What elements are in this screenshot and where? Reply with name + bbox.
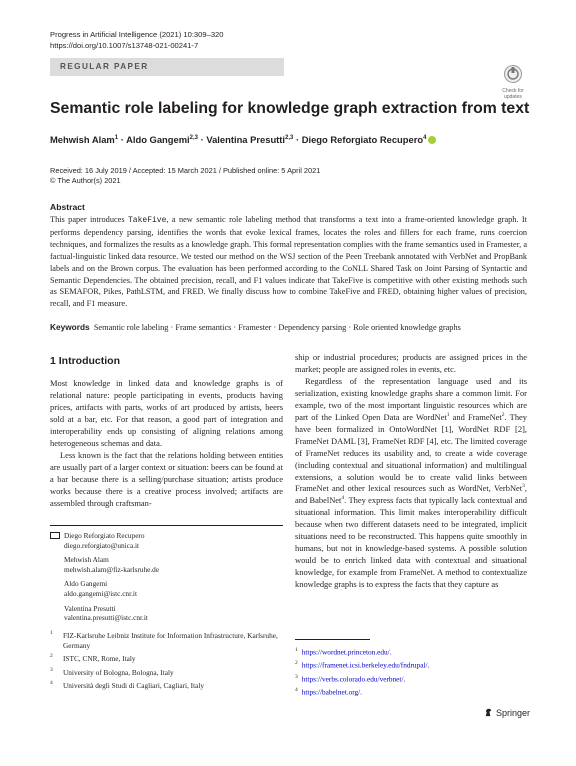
envelope-icon (50, 532, 60, 539)
abstract-pre: This paper introduces (50, 215, 128, 224)
abstract-code: TakeFive (127, 216, 167, 225)
author-list: Mehwish Alam$^1$ · Aldo Gangemi$^{2,3}$ · Valentina Presutti$^{2,3}$ · Diego Reforgiato Recupero$^4$ (50, 134, 530, 145)
footnote-ref[interactable]: 3 (522, 483, 525, 490)
springer-horse-icon (484, 708, 493, 717)
paper-title: Semantic role labeling for knowledge graph extraction from text (50, 100, 530, 117)
footnote-ref[interactable]: 4 (341, 495, 345, 502)
affiliation (50, 681, 283, 691)
footnotes (295, 645, 429, 698)
contact-name: Valentina Presutti (64, 603, 116, 613)
footnote-number: 4 (295, 686, 298, 693)
paragraph (295, 376, 527, 591)
affiliation-text: FIZ-Karlsruhe Leibniz Institute for Information Infrastructure, Karlsruhe, Germany (63, 631, 278, 650)
author-name: Aldo Gangemi (126, 134, 190, 145)
publisher-name: Springer (496, 708, 531, 718)
affiliation (50, 631, 283, 650)
affiliation-text: Università degli Studi di Cagliari, Cagliari, Italy (63, 681, 205, 691)
keywords-label: Keywords (50, 322, 90, 332)
footnote-link[interactable]: https://verbs.colorado.edu/verbnet/. (301, 674, 406, 684)
paragraph: Less known is the fact that the relations holding between entities are usually part of a larger context or situation: beers can be found at a bar because there is a selling/purchase situation; artists produce works because there is a creative process involved; artifacts are assembled through craftsman- (50, 449, 283, 508)
section-heading: 1 Introduction (50, 355, 120, 367)
text-run: , and BabelNet (295, 483, 527, 506)
affiliations (50, 631, 283, 695)
footnote (295, 672, 429, 685)
footnote-number: 2 (295, 660, 298, 667)
contact-person (64, 604, 159, 623)
affiliation-number: 2 (50, 653, 53, 660)
doi-link[interactable]: https://doi.org/10.1007/s13748-021-00241-7 (50, 40, 199, 50)
affiliation-text: University of Bologna, Bologna, Italy (63, 667, 174, 677)
dates-line: Received: 16 July 2019 / Accepted: 15 March 2021 / Published online: 5 April 2021 (50, 166, 321, 175)
copyright-line: © The Author(s) 2021 (50, 176, 121, 185)
text-run: Regardless of the representation language used and its serialization, existing knowledge graphs share a common limit. For example, two of the most important linguistic resources which are part of the Linked Open Data are WordNet (295, 375, 527, 422)
affiliation-number: 3 (50, 666, 53, 673)
contact-email[interactable]: diego.reforgiato@unica.it (64, 540, 140, 550)
contact-name: Aldo Gangemi (64, 579, 108, 589)
abstract-body (50, 214, 527, 310)
keywords (50, 322, 530, 332)
author-affiliation: 2,3 (189, 134, 198, 141)
contact-email[interactable]: aldo.gangemi@istc.cnr.it (64, 588, 137, 598)
footnote (295, 658, 429, 671)
author-name: Valentina Presutti (206, 134, 286, 145)
abstract-heading: Abstract (50, 202, 85, 212)
footnote-number: 1 (295, 647, 298, 653)
footnote-link[interactable]: https://babelnet.org/. (301, 687, 363, 697)
publication-dates (50, 166, 320, 186)
left-column-body (50, 378, 283, 509)
contact-name: Diego Reforgiato Recupero (64, 531, 145, 540)
contact-block (50, 531, 159, 628)
footnote-divider (295, 639, 370, 640)
author-affiliation: 2,3 (285, 134, 294, 141)
check-for-updates-badge[interactable] (499, 64, 527, 100)
text-run: . They have been formalized in OntoWordNet [1], WordNet RDF [2], FrameNet DAML [3], FrameNet RDF [4], etc. The limited coverage of FrameNet reduces its usability and, to create a wide coverage (including contextual and situational information) and multilingual extensions, a solution would be to create valid links between FrameNet and other lexical resources such as WordNet, VerbNet (295, 411, 528, 494)
contact-email[interactable]: mehwish.alam@fiz-karlsruhe.de (64, 564, 160, 574)
check-updates-label: Check for updates (502, 88, 524, 100)
contact-person (64, 531, 159, 550)
author-affiliation: 1 (114, 134, 119, 141)
journal-header (50, 30, 224, 51)
affiliation (50, 668, 283, 678)
contact-email[interactable]: valentina.presutti@istc.cnr.it (64, 613, 148, 623)
article-category-band (50, 58, 284, 76)
abstract-post: , a new semantic role labeling method that transforms a text into a frame-oriented knowledge graph. It performs dependency parsing, identifies the words that evoke lexical frames, locates the roles and fillers for each frame, runs coercion techniques, and formalizes the results as a knowledge graph. This formal representation complies with the frame semantics used in Framester, a factual-linguistic linked data resource. We tested our method on the WSJ section of the Peen Treebank annotated with VerbNet and PropBank labels and on the Brown corpus. The evaluation has been performed according to the CoNLL Shared Task on Joint Parsing of Syntactic and Semantic Dependencies. The obtained precision, recall, and F1 values indicate that TakeFive is competitive with other existing methods such as SEMAFOR, Pikes, PathLSTM, and FRED. We finally discuss how to combine TakeFive and FRED, obtaining higher values of precision, recall, and F1 measure. (50, 215, 527, 309)
text-run: . They express facts that typically lack contextual and situational information. This limit makes interoperability difficult because when two different datasets need to be integrated, implicit situations need to be reconstructed. This happens quite smoothly in humans, but not in knowledge-based systems. A possible solution would be to enrich linked data with contextual and situational knowledge, for example from FrameNet. A method to contextualize knowledge graphs is to express the facts that they capture as (295, 495, 528, 590)
text-run: and FrameNet (449, 411, 502, 422)
contact-divider (50, 525, 283, 526)
contact-person (64, 555, 159, 574)
contact-name: Mehwish Alam (64, 555, 109, 565)
footnote-ref[interactable]: 1 (446, 411, 450, 418)
keywords-text: Semantic role labeling · Frame semantics · Framester · Dependency parsing · Role oriented knowledge graphs (93, 323, 461, 332)
contact-person (64, 579, 159, 598)
paragraph: Most knowledge in linked data and knowledge graphs is of relational nature: people participating in events, products having prices, artifacts with parts, works of art produced by artists, beers sold at a bar, etc. For that reason, a good part of integration and interoperability ends up consisting of aligning relations among heterogeneous schemas and data. (50, 378, 283, 448)
author-name: Mehwish Alam (50, 134, 115, 145)
footnote-ref[interactable]: 2 (501, 411, 505, 418)
footnote-link[interactable]: https://wordnet.princeton.edu/. (301, 647, 392, 657)
footnote (295, 685, 429, 698)
footnote (295, 645, 429, 658)
footnote-number: 3 (295, 673, 298, 680)
author-affiliation: 4 (423, 134, 427, 141)
journal-citation: Progress in Artificial Intelligence (2021) 10:309–320 (50, 30, 224, 39)
publisher-logo (484, 708, 530, 718)
paragraph: ship or industrial procedures; products are assigned prices in the market; people are assigned roles in events, etc. (295, 352, 527, 374)
orcid-icon[interactable] (428, 136, 436, 144)
affiliation-text: ISTC, CNR, Rome, Italy (63, 654, 136, 664)
footnote-link[interactable]: https://framenet.icsi.berkeley.edu/fndrupal/. (301, 660, 430, 670)
check-updates-icon (499, 64, 527, 84)
affiliation-number: 4 (50, 680, 53, 687)
article-category: REGULAR PAPER (60, 62, 149, 71)
right-column-body (295, 352, 527, 591)
author-name: Diego Reforgiato Recupero (301, 134, 424, 145)
affiliation (50, 654, 283, 664)
affiliation-number: 1 (50, 630, 53, 636)
